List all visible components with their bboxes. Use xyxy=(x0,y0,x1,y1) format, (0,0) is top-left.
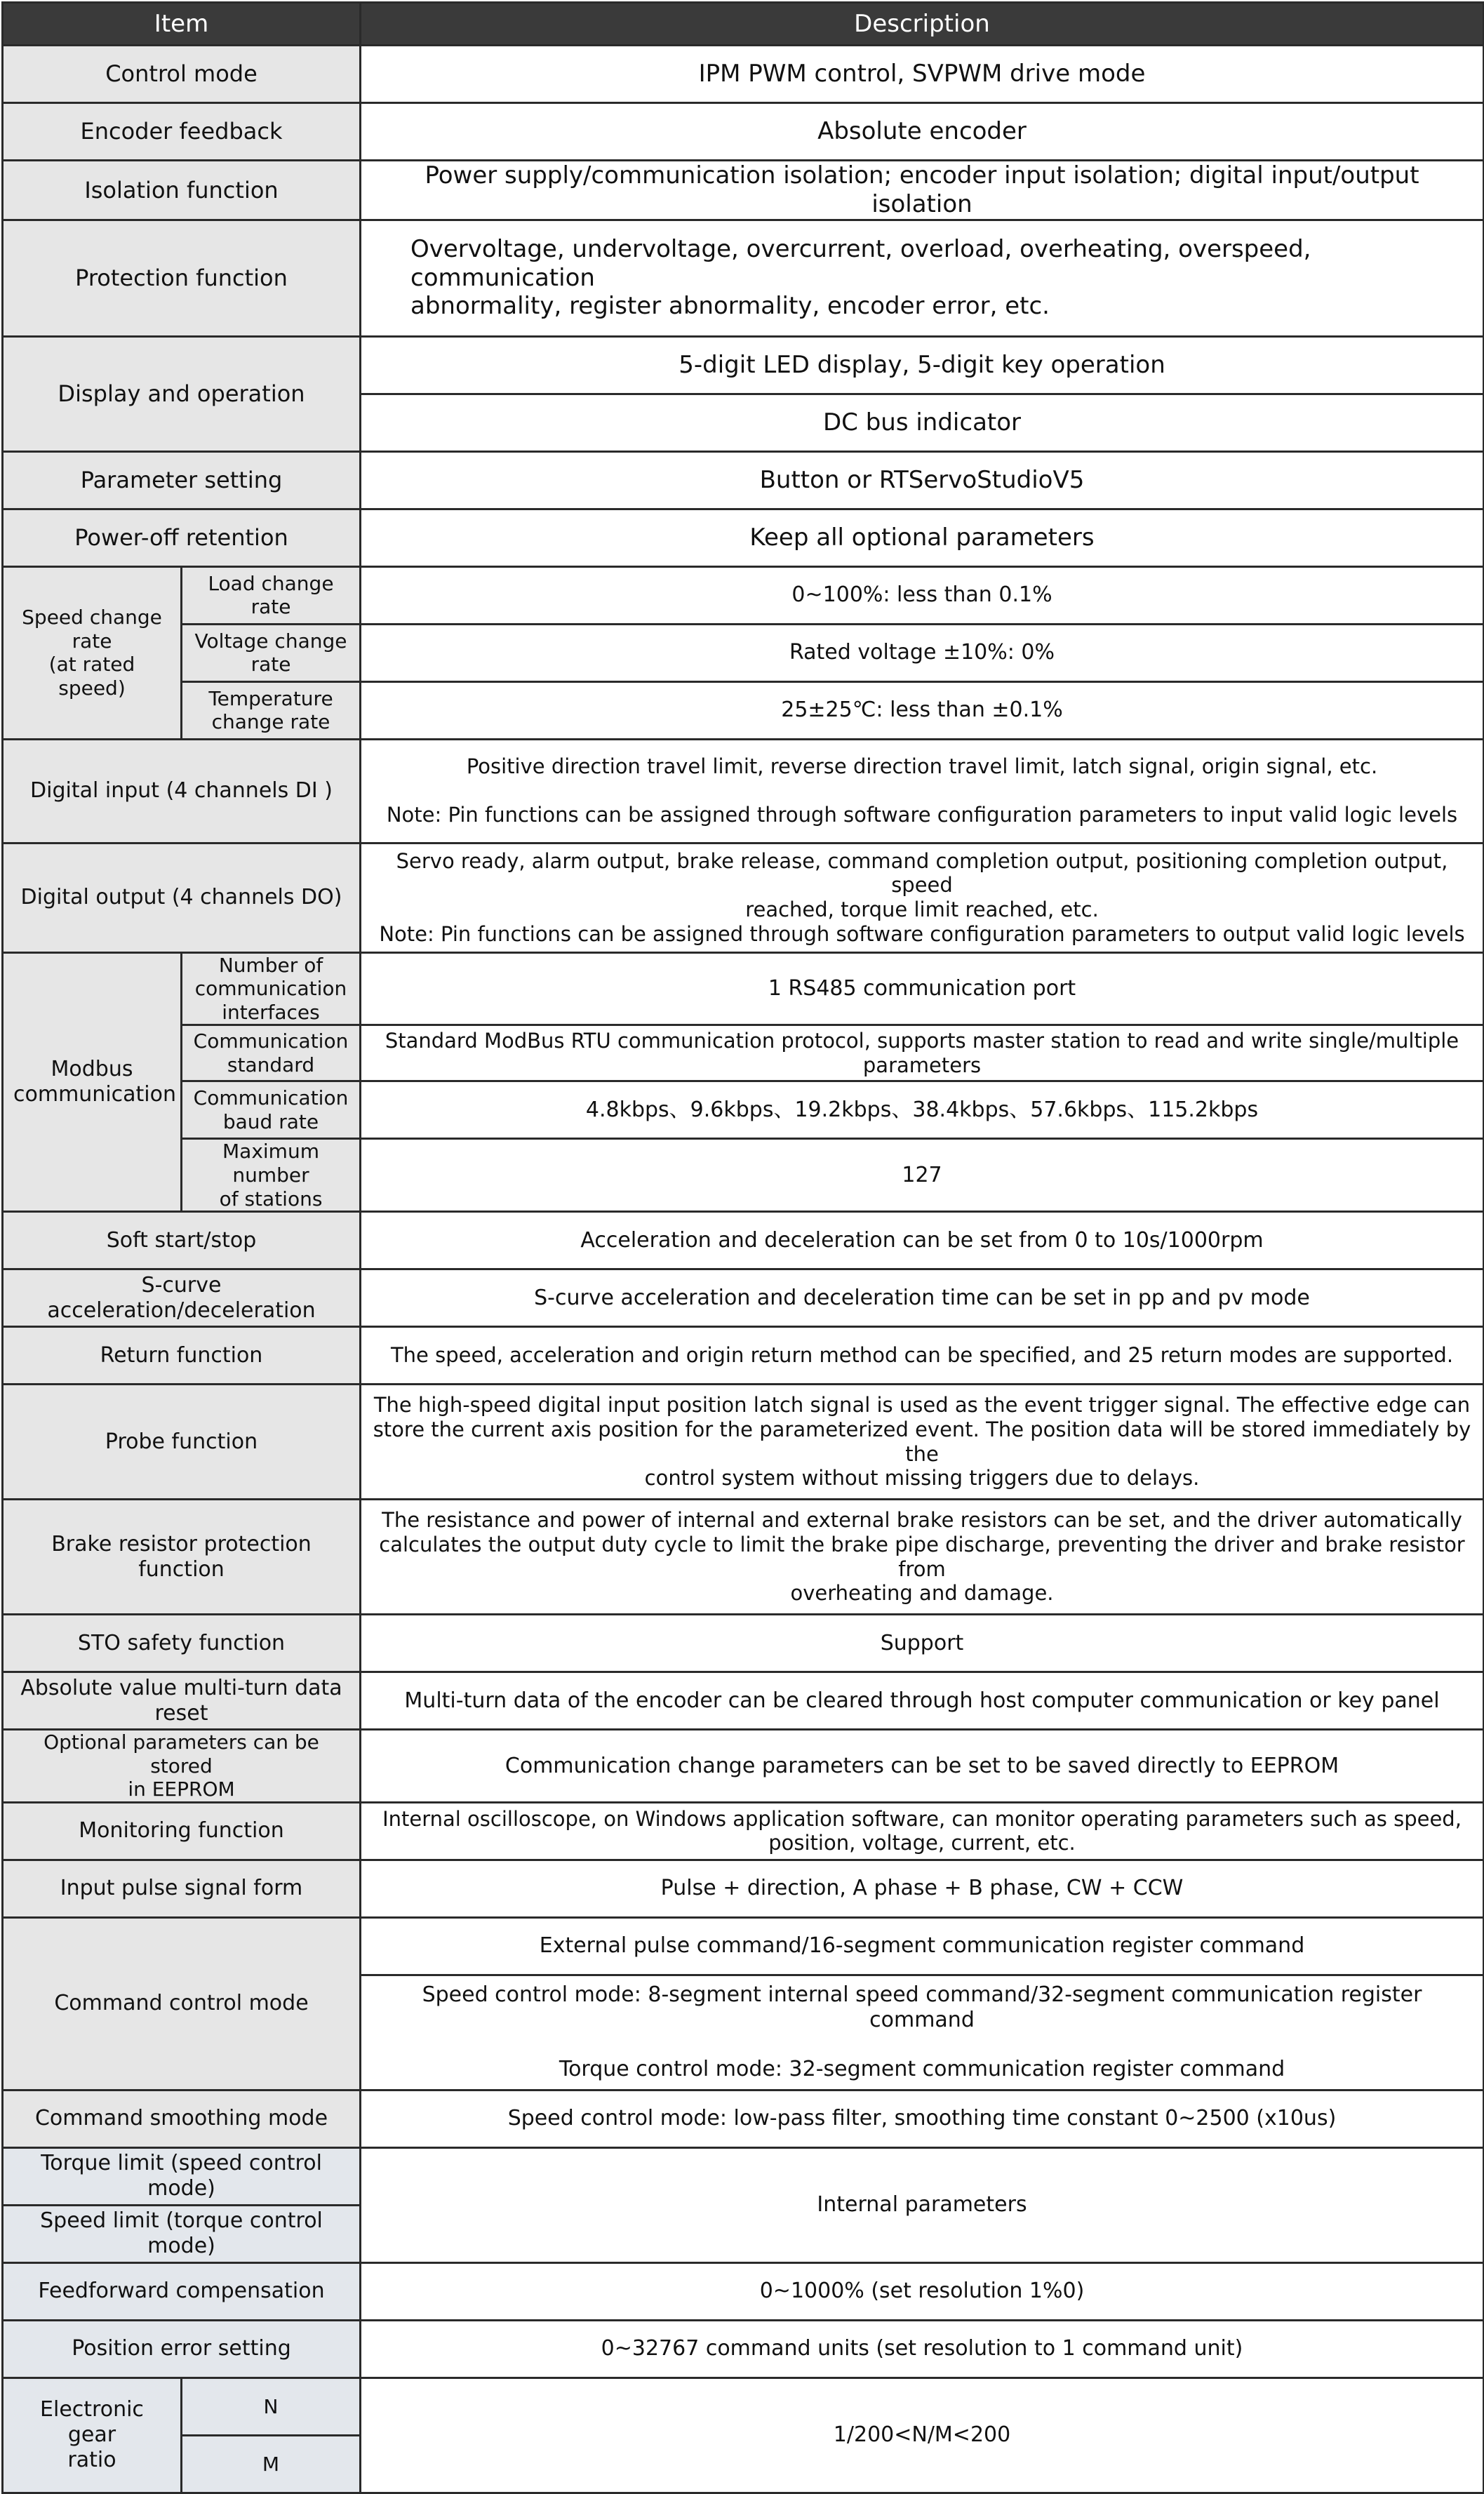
description-cell: 0~32767 command units (set resolution to 1 command unit) xyxy=(361,2320,1484,2378)
description-line: The high-speed digital input position latch signal is used as the event trigger signal. The effective edge can xyxy=(373,1393,1471,1418)
table-row xyxy=(3,1802,1484,1860)
table-row xyxy=(3,46,1484,103)
table-row xyxy=(3,2147,1484,2205)
table-row xyxy=(3,2262,1484,2320)
item-cell: Position error setting xyxy=(3,2320,361,2378)
description-cell xyxy=(361,739,1484,843)
description-line: Note: Pin functions can be assigned through software configuration parameters to input valid logic levels xyxy=(386,803,1458,827)
item-cell xyxy=(3,566,182,739)
table-row xyxy=(3,509,1484,566)
description-cell: 127 xyxy=(361,1139,1484,1212)
sub-item-cell xyxy=(182,681,361,739)
description-line: store the current axis position for the parameterized event. The position data will be stored immediately by the xyxy=(373,1417,1471,1466)
description-line: abnormality, register abnormality, encoder error, etc. xyxy=(410,292,1050,321)
table-row xyxy=(3,843,1484,952)
table-row xyxy=(3,1385,1484,1500)
table-row xyxy=(3,1500,1484,1615)
description-cell: IPM PWM control, SVPWM drive mode xyxy=(361,46,1484,103)
table-row xyxy=(3,2090,1484,2147)
sub-item-line: change rate xyxy=(211,710,330,734)
item-cell: Power-off retention xyxy=(3,509,361,566)
header-item: Item xyxy=(3,3,361,46)
description-line: position, voltage, current, etc. xyxy=(768,1831,1076,1855)
description-cell: Rated voltage ±10%: 0% xyxy=(361,624,1484,681)
item-cell: Command control mode xyxy=(3,1917,361,2090)
description-cell: Multi-turn data of the encoder can be cleared through host computer communication or key panel xyxy=(361,1672,1484,1730)
description-line: Positive direction travel limit, reverse direction travel limit, latch signal, origin signal, etc. xyxy=(466,754,1378,779)
item-cell: Feedforward compensation xyxy=(3,2262,361,2320)
sub-item-line: interfaces xyxy=(222,1000,320,1024)
table-row xyxy=(3,220,1484,336)
table-row xyxy=(3,1212,1484,1269)
table-row xyxy=(3,1025,1484,1081)
item-cell: Command smoothing mode xyxy=(3,2090,361,2147)
description-cell xyxy=(361,1500,1484,1615)
item-cell: Isolation function xyxy=(3,161,361,220)
sub-item-line: of stations xyxy=(219,1187,323,1211)
item-line: (at rated speed) xyxy=(48,653,135,700)
table-row xyxy=(3,336,1484,394)
item-cell: STO safety function xyxy=(3,1615,361,1672)
description-line: control system without missing triggers due to delays. xyxy=(644,1466,1200,1491)
description-line: calculates the output duty cycle to limit the brake pipe discharge, preventing the driver and brake resistor from xyxy=(379,1532,1465,1581)
description-cell: Power supply/communication isolation; encoder input isolation; digital input/output isolation xyxy=(361,161,1484,220)
table-row xyxy=(3,566,1484,624)
sub-item-line: standard xyxy=(227,1053,315,1076)
item-cell: Protection function xyxy=(3,220,361,336)
table-row xyxy=(3,1917,1484,1975)
description-cell: Keep all optional parameters xyxy=(361,509,1484,566)
item-cell: Input pulse signal form xyxy=(3,1860,361,1917)
description-line: parameters xyxy=(862,1053,982,1077)
description-cell: DC bus indicator xyxy=(361,394,1484,451)
description-cell: 0~1000% (set resolution 1%0) xyxy=(361,2262,1484,2320)
table-row xyxy=(3,1269,1484,1327)
table-row xyxy=(3,451,1484,509)
table-row xyxy=(3,681,1484,739)
description-cell: Button or RTServoStudioV5 xyxy=(361,451,1484,509)
item-line: Speed change rate xyxy=(22,605,162,653)
description-cell xyxy=(361,1025,1484,1081)
description-cell: Speed control mode: low-pass filter, smoothing time constant 0~2500 (x10us) xyxy=(361,2090,1484,2147)
description-cell: Support xyxy=(361,1615,1484,1672)
sub-item-line: rate xyxy=(250,653,291,676)
description-cell xyxy=(361,1975,1484,2090)
table-row xyxy=(3,1615,1484,1672)
item-cell: Torque limit (speed control mode) xyxy=(3,2147,361,2205)
header-description: Description xyxy=(361,3,1484,46)
sub-item-line: baud rate xyxy=(222,1109,319,1133)
table-row xyxy=(3,2378,1484,2435)
description-cell xyxy=(361,1385,1484,1500)
description-cell: Communication change parameters can be set to be saved directly to EEPROM xyxy=(361,1730,1484,1803)
description-cell: 5-digit LED display, 5-digit key operation xyxy=(361,336,1484,394)
item-line: Modbus xyxy=(51,1056,133,1081)
description-cell: Pulse + direction, A phase + B phase, CW + CCW xyxy=(361,1860,1484,1917)
description-line: Servo ready, alarm output, brake release, command completion output, positioning completion output, speed xyxy=(396,848,1448,898)
table-row xyxy=(3,161,1484,220)
table-row xyxy=(3,2320,1484,2378)
description-line: Note: Pin functions can be assigned through software configuration parameters to output valid logic levels xyxy=(379,921,1465,946)
sub-item-line: Voltage change xyxy=(194,629,347,653)
description-cell: 0~100%: less than 0.1% xyxy=(361,566,1484,624)
sub-item-line: communication xyxy=(194,977,347,1001)
description-line: Standard ModBus RTU communication protocol, supports master station to read and write single/multiple xyxy=(385,1029,1459,1053)
table-row xyxy=(3,1327,1484,1385)
table-row xyxy=(3,952,1484,1025)
header-row xyxy=(3,3,1484,46)
item-line: communication xyxy=(13,1081,177,1107)
item-line: in EEPROM xyxy=(128,1778,235,1801)
description-cell: Internal parameters xyxy=(361,2147,1484,2262)
item-cell: Display and operation xyxy=(3,336,361,451)
item-cell: Encoder feedback xyxy=(3,103,361,161)
sub-item-cell xyxy=(182,624,361,681)
sub-item-line: Temperature xyxy=(208,686,333,710)
table-row xyxy=(3,103,1484,161)
item-cell: Control mode xyxy=(3,46,361,103)
description-cell: External pulse command/16-segment communication register command xyxy=(361,1917,1484,1975)
sub-item-cell xyxy=(182,1025,361,1081)
item-cell: Return function xyxy=(3,1327,361,1385)
sub-item-line: Communication xyxy=(193,1086,349,1110)
description-line: overheating and damage. xyxy=(790,1581,1054,1606)
item-cell: Digital output (4 channels DO) xyxy=(3,843,361,952)
description-cell: Acceleration and deceleration can be set from 0 to 10s/1000rpm xyxy=(361,1212,1484,1269)
sub-item-cell: Load change rate xyxy=(182,566,361,624)
item-line: Optional parameters can be stored xyxy=(44,1731,319,1778)
item-cell xyxy=(3,2378,182,2493)
description-cell: S-curve acceleration and deceleration time can be set in pp and pv mode xyxy=(361,1269,1484,1327)
item-cell: Brake resistor protection function xyxy=(3,1500,361,1615)
description-line: reached, torque limit reached, etc. xyxy=(745,898,1099,922)
table-row xyxy=(3,1860,1484,1917)
sub-item-line: Communication xyxy=(193,1029,349,1053)
item-cell: Probe function xyxy=(3,1385,361,1500)
item-cell xyxy=(3,952,182,1212)
item-line: Electronic gear xyxy=(40,2397,144,2448)
table-row xyxy=(3,1672,1484,1730)
table-row xyxy=(3,1139,1484,1212)
item-cell: Monitoring function xyxy=(3,1802,361,1860)
item-cell: Parameter setting xyxy=(3,451,361,509)
sub-item-cell xyxy=(182,952,361,1025)
item-line: ratio xyxy=(67,2448,116,2473)
item-cell: Speed limit (torque control mode) xyxy=(3,2205,361,2262)
sub-item-cell: M xyxy=(182,2435,361,2493)
description-cell: 1/200<N/M<200 xyxy=(361,2378,1484,2493)
sub-item-cell: N xyxy=(182,2378,361,2435)
item-cell: Absolute value multi-turn data reset xyxy=(3,1672,361,1730)
item-cell xyxy=(3,1730,361,1803)
spec-table xyxy=(1,1,1484,2494)
item-cell: Soft start/stop xyxy=(3,1212,361,1269)
item-cell: Digital input (4 channels DI ) xyxy=(3,739,361,843)
table-row xyxy=(3,739,1484,843)
sub-item-line: Maximum number xyxy=(222,1140,319,1187)
table-row xyxy=(3,624,1484,681)
sub-item-line: Number of xyxy=(218,953,323,977)
description-cell: 25±25℃: less than ±0.1% xyxy=(361,681,1484,739)
sub-item-cell xyxy=(182,1081,361,1139)
sub-item-cell xyxy=(182,1139,361,1212)
description-line: Internal oscilloscope, on Windows application software, can monitor operating parameters such as speed, xyxy=(382,1806,1462,1831)
item-cell: S-curve acceleration/deceleration xyxy=(3,1269,361,1327)
description-line: The resistance and power of internal and external brake resistors can be set, and the driver automatically xyxy=(382,1508,1462,1533)
table-row xyxy=(3,1081,1484,1139)
description-line: Speed control mode: 8-segment internal speed command/32-segment communication register command xyxy=(422,1982,1422,2033)
description-cell xyxy=(361,220,1484,336)
description-cell: 1 RS485 communication port xyxy=(361,952,1484,1025)
description-cell: 4.8kbps、9.6kbps、19.2kbps、38.4kbps、57.6kbps、115.2kbps xyxy=(361,1081,1484,1139)
description-cell xyxy=(361,1802,1484,1860)
description-line: Overvoltage, undervoltage, overcurrent, overload, overheating, overspeed, communication xyxy=(410,234,1311,292)
table-row xyxy=(3,1730,1484,1803)
description-cell xyxy=(361,843,1484,952)
description-cell: The speed, acceleration and origin return method can be specified, and 25 return modes are supported. xyxy=(361,1327,1484,1385)
description-line: Torque control mode: 32-segment communication register command xyxy=(559,2057,1285,2082)
description-cell: Absolute encoder xyxy=(361,103,1484,161)
